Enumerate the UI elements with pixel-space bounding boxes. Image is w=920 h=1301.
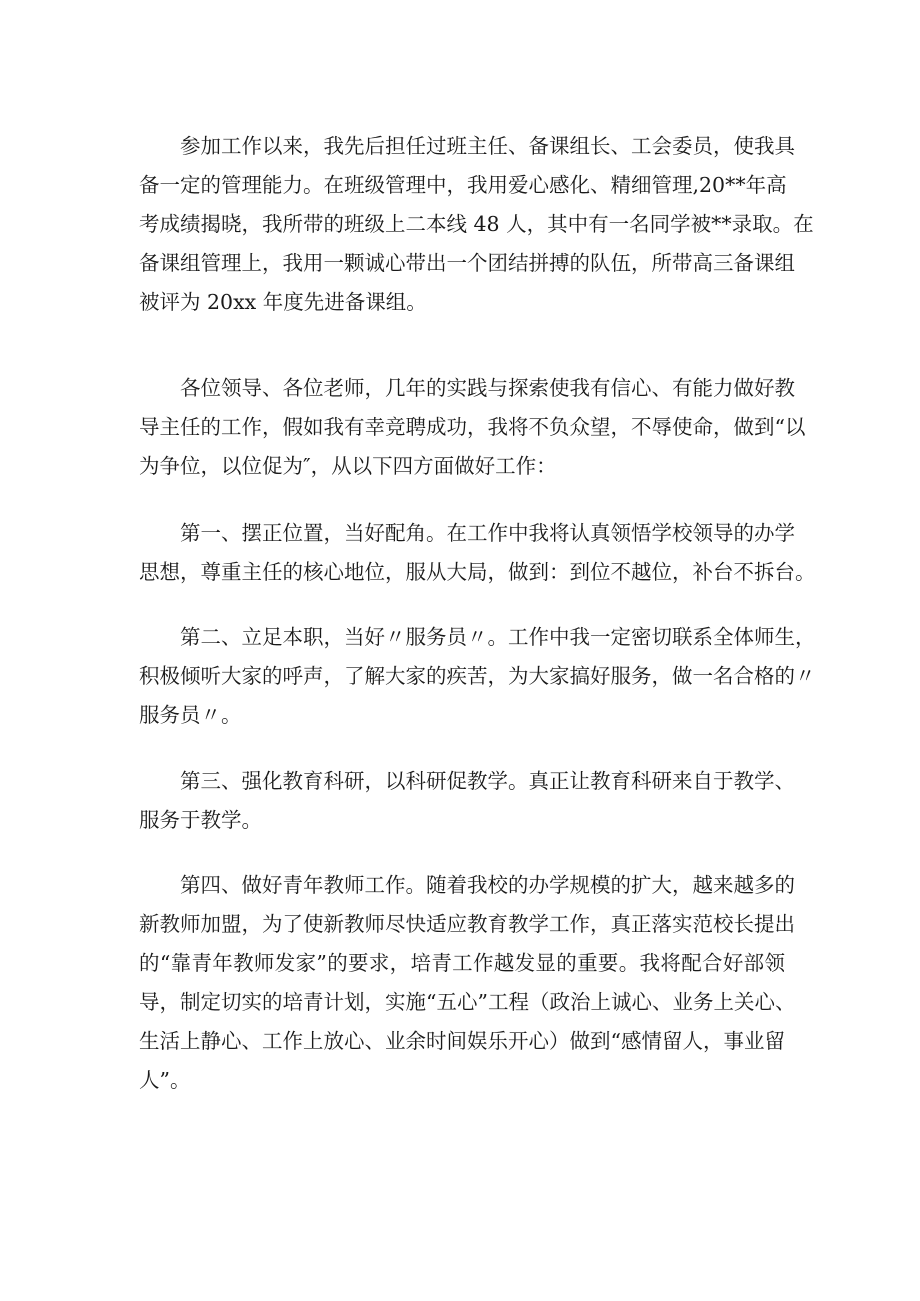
paragraph-5-line-2: 服务于教学。 [139, 808, 262, 832]
paragraph-1-line-2: 备一定的管理能力。在班级管理中，我用爱心感化、精细管理,20**年高 [139, 173, 787, 197]
paragraph-6-line-2: 新教师加盟，为了使新教师尽快适应教育教学工作，真正落实范校长提出 [139, 912, 795, 936]
paragraph-2-line-2: 导主任的工作，假如我有幸竞聘成功，我将不负众望，不辱使命，做到“以 [139, 415, 806, 439]
paragraph-4-line-2: 积极倾听大家的呼声，了解大家的疾苦，为大家搞好服务，做一名合格的〃 [139, 664, 816, 688]
paragraph-2-line-3: 为争位，以位促为″，从以下四方面做好工作： [139, 454, 557, 478]
paragraph-6-line-4: 导，制定切实的培青计划，实施“五心”工程（政治上诚心、业务上关心、 [139, 990, 796, 1014]
paragraph-1-line-3: 考成绩揭晓，我所带的班级上二本线 48 人，其中有一名同学被**录取。在 [139, 212, 814, 236]
paragraph-4-line-1: 第二、立足本职，当好〃服务员〃。工作中我一定密切联系全体师生， [180, 625, 816, 649]
paragraph-3-line-2: 思想，尊重主任的核心地位，服从大局，做到：到位不越位，补台不拆台。 [139, 560, 816, 584]
paragraph-6-line-5: 生活上静心、工作上放心、业余时间娱乐开心）做到“感情留人，事业留 [139, 1029, 785, 1053]
paragraph-1-line-4: 备课组管理上，我用一颗诚心带出一个团结拼搏的队伍，所带高三备课组 [139, 251, 795, 275]
paragraph-6-line-1: 第四、做好青年教师工作。随着我校的办学规模的扩大，越来越多的 [180, 873, 795, 897]
paragraph-1-line-5: 被评为 20xx 年度先进备课组。 [139, 290, 427, 314]
paragraph-2-line-1: 各位领导、各位老师，几年的实践与探索使我有信心、有能力做好教 [180, 376, 795, 400]
paragraph-5-line-1: 第三、强化教育科研，以科研促教学。真正让教育科研来自于教学、 [180, 769, 795, 793]
paragraph-6-line-3: 的“靠青年教师发家”的要求，培青工作越发显的重要。我将配合好部领 [139, 951, 785, 975]
paragraph-6-line-6: 人”。 [139, 1068, 191, 1092]
paragraph-1-line-1: 参加工作以来，我先后担任过班主任、备课组长、工会委员，使我具 [180, 134, 795, 158]
paragraph-3-line-1: 第一、摆正位置，当好配角。在工作中我将认真领悟学校领导的办学 [180, 521, 795, 545]
paragraph-4-line-3: 服务员〃。 [139, 703, 242, 727]
